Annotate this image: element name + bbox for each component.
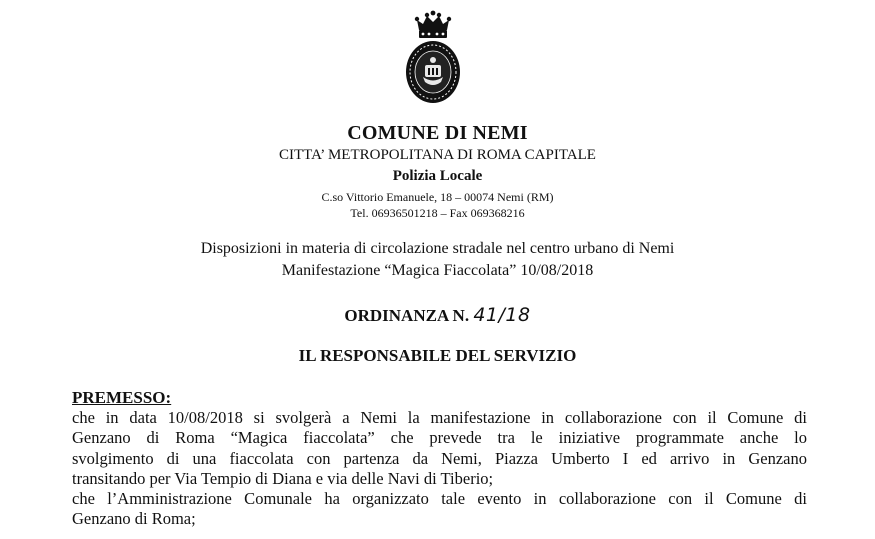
address-line: C.so Vittorio Emanuele, 18 – 00074 Nemi (RM) bbox=[321, 190, 554, 204]
body-line: svolgimento di una fiaccolata con partenza da Nemi, Piazza Umberto I ed arrivo in Genzano bbox=[72, 448, 807, 468]
body-line: che l’Amministrazione Comunale ha organizzato tale evento in collaborazione con il Comune di bbox=[72, 489, 807, 509]
body-line: transitando per Via Tempio di Diana e via delle Navi di Tiberio; bbox=[72, 468, 494, 488]
contacts-line: Tel. 06936501218 – Fax 069368216 bbox=[350, 206, 525, 220]
premesso-heading: PREMESSO: bbox=[72, 388, 172, 407]
body-line: che in data 10/08/2018 si svolgerà a Nemi la manifestazione in collaborazione con il Comune di bbox=[72, 408, 807, 427]
ordinance-heading bbox=[0, 304, 875, 326]
municipal-crest-icon bbox=[403, 10, 463, 110]
department-name: Polizia Locale bbox=[392, 168, 483, 184]
ordinance-number: 41/18 bbox=[473, 304, 531, 326]
body-line: Genzano di Roma “Magica fiaccolata” che prevede tra le iniziative programmate anche lo bbox=[72, 428, 807, 448]
body-line: Genzano di Roma; bbox=[72, 509, 196, 529]
premesso-paragraph bbox=[72, 408, 807, 530]
municipality-title: COMUNE DI NEMI bbox=[347, 122, 528, 144]
subject-line-2: Manifestazione “Magica Fiaccolata” 10/08/2018 bbox=[281, 262, 594, 279]
ordinance-label: ORDINANZA N. bbox=[344, 306, 470, 325]
responsible-heading: IL RESPONSABILE DEL SERVIZIO bbox=[298, 346, 577, 365]
metropolitan-city-subtitle: CITTA’ METROPOLITANA DI ROMA CAPITALE bbox=[279, 147, 596, 163]
subject-line-1: Disposizioni in materia di circolazione stradale nel centro urbano di Nemi bbox=[200, 240, 675, 257]
